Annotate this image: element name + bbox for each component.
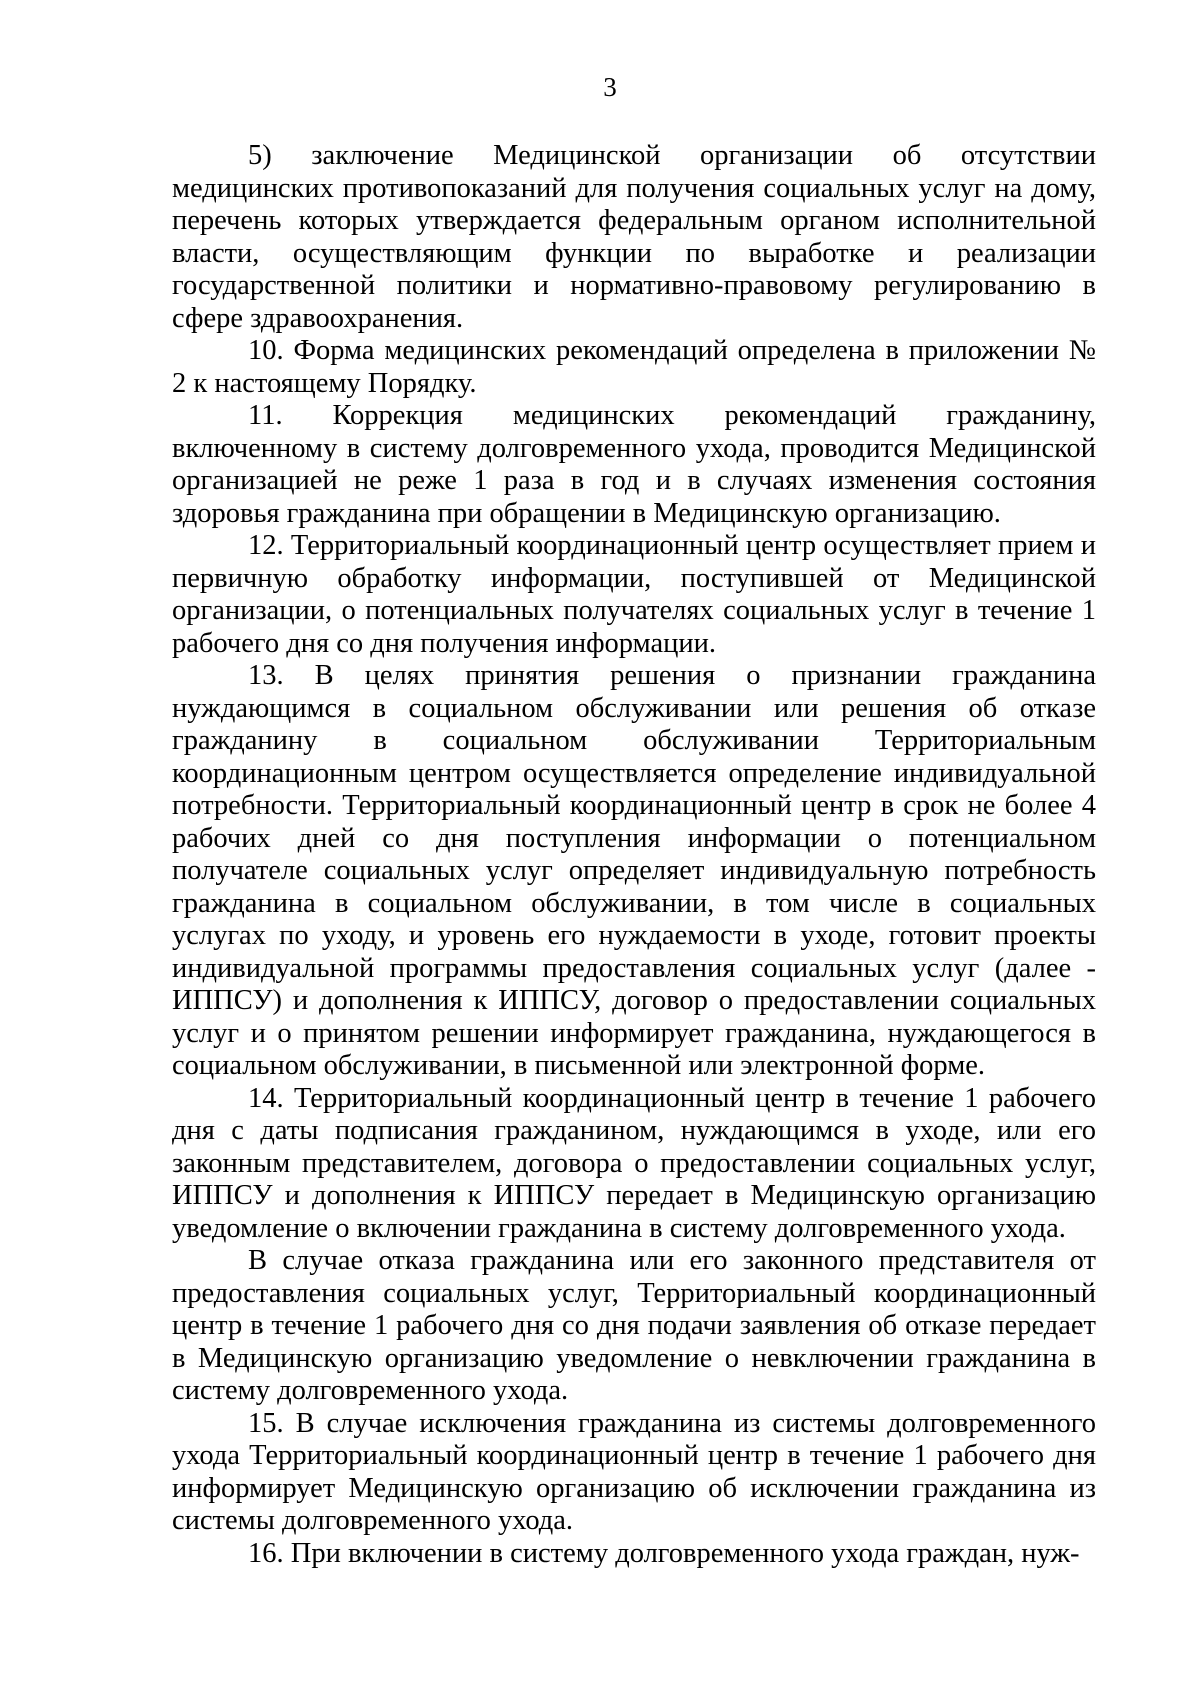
paragraph-11: 11. Коррекция медицинских рекомендаций гражданину, включенному в систему долговременного ухода, проводится Медицинской организацией не реже 1 раза в год и в случаях изменения состояния здоровья гражданина при обращении в Медицинскую организацию. [172,400,1096,529]
paragraph-12: 12. Территориальный координационный центр осуществляет прием и первичную обработку информации, поступившей от Медицинской организации, о потенциальных получателях социальных услуг в течение 1 рабочего дня со дня получения информации. [172,530,1096,659]
paragraph-15: 15. В случае исключения гражданина из системы долговременного ухода Территориальный координационный центр в течение 1 рабочего дня информирует Медицинскую организацию об исключении гражданина из системы долговременного ухода. [172,1407,1096,1536]
page-number: 3 [603,72,617,102]
document-body [172,140,1096,1570]
paragraph-10: 10. Форма медицинских рекомендаций определена в приложении № 2 к настоящему Порядку. [172,335,1096,399]
paragraph-14-continued: В случае отказа гражданина или его законного представителя от предоставления социальных услуг, Территориальный координационный центр в течение 1 рабочего дня со дня подачи заявления об отказе передает в Медицинскую организацию уведомление о невключении гражданина в систему долговременного ухода. [172,1245,1096,1406]
paragraph-item-5: 5) заключение Медицинской организации об отсутствии медицинских противопоказаний для получения социальных услуг на дому, перечень которых утверждается федеральным органом исполнительной власти, осуществляющим функции по выработке и реализации государственной политики и нормативно-правовому регулированию в сфере здравоохранения. [172,140,1096,334]
paragraph-14: 14. Территориальный координационный центр в течение 1 рабочего дня с даты подписания гражданином, нуждающимся в уходе, или его законным представителем, договора о предоставлении социальных услуг, ИППСУ и дополнения к ИППСУ передает в Медицинскую организацию уведомление о включении гражданина в систему долговременного ухода. [172,1082,1096,1244]
paragraph-13: 13. В целях принятия решения о признании гражданина нуждающимся в социальном обслуживании или решения об отказе гражданину в социальном обслуживании Территориальным координационным центром осуществляется определение индивидуальной потребности. Территориальный координационный центр в срок не более 4 рабочих дней со дня поступления информации о потенциальном получателе социальных услуг определяет индивидуальную потребность гражданина в социальном обслуживании, в том числе в социальных услугах по уходу, и уровень его нуждаемости в уходе, готовит проекты индивидуальной программы предоставления социальных услуг (далее - ИППСУ) и дополнения к ИППСУ, договор о предоставлении социальных услуг и о принятом решении информирует гражданина, нуждающегося в социальном обслуживании, в письменной или электронной форме. [172,660,1096,1081]
paragraph-16: 16. При включении в систему долговременного ухода граждан, нуж- [248,1537,1080,1569]
